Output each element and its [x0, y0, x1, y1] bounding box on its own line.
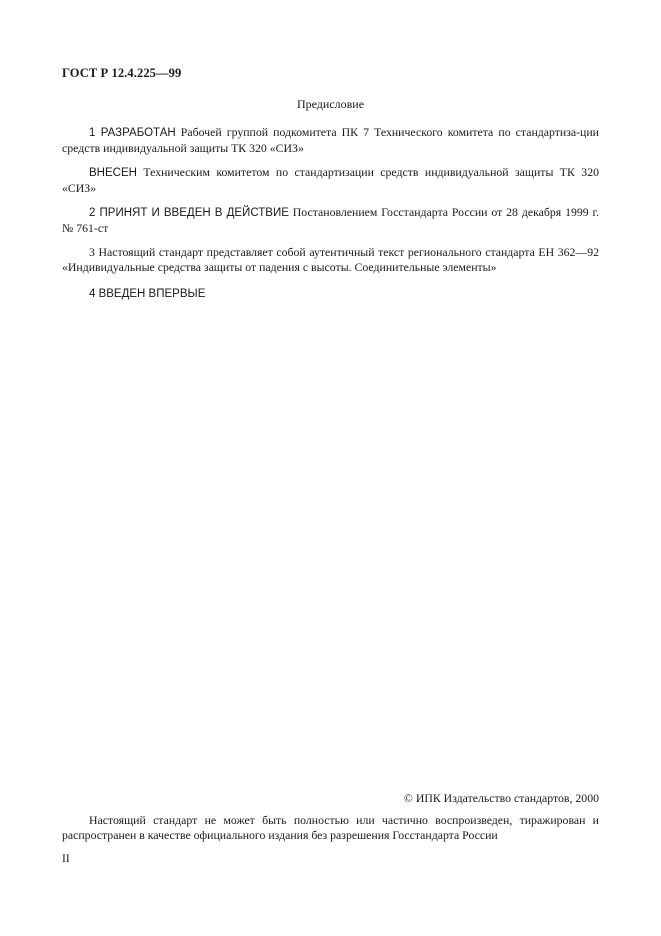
item-introduced-text: Техническим комитетом по стандартизации средств индивидуальной защиты ТК 320 «СИЗ» [62, 165, 599, 195]
page-number: II [62, 853, 70, 865]
preface-item-2 [62, 205, 599, 235]
preface-item-4 [62, 286, 599, 302]
preface-item-introduced [62, 165, 599, 195]
preface-heading: Предисловие [296, 97, 365, 111]
item-2-lead: 2 ПРИНЯТ И ВВЕДЕН В ДЕЙСТВИЕ [89, 207, 289, 219]
preface-item-1 [62, 125, 599, 155]
item-introduced-lead: ВНЕСЕН [89, 167, 137, 179]
reproduction-notice: Настоящий стандарт не может быть полностью или частично воспроизведен, тиражирован и распространен в качестве официального издания без разрешения Госстандарта России [62, 813, 599, 842]
item-1-text: Рабочей группой подкомитета ПК 7 Технического комитета по стандартиза-ции средств индивидуальной защиты ТК 320 «СИЗ» [62, 125, 599, 155]
document-code: ГОСТ Р 12.4.225—99 [62, 66, 182, 80]
item-3-text: 3 Настоящий стандарт представляет собой аутентичный текст регионального стандарта ЕН 362—92 «Индивидуальные средства защиты от падения с высоты. Соединительные элементы» [62, 245, 599, 274]
preface-item-3 [62, 245, 599, 274]
copyright-line: © ИПК Издательство стандартов, 2000 [403, 791, 599, 805]
item-2-text: Постановлением Госстандарта России от 28 декабря 1999 г. № 761-ст [62, 205, 600, 235]
item-4-lead: 4 ВВЕДЕН ВПЕРВЫЕ [89, 288, 206, 300]
item-1-lead: 1 РАЗРАБОТАН [89, 127, 176, 139]
